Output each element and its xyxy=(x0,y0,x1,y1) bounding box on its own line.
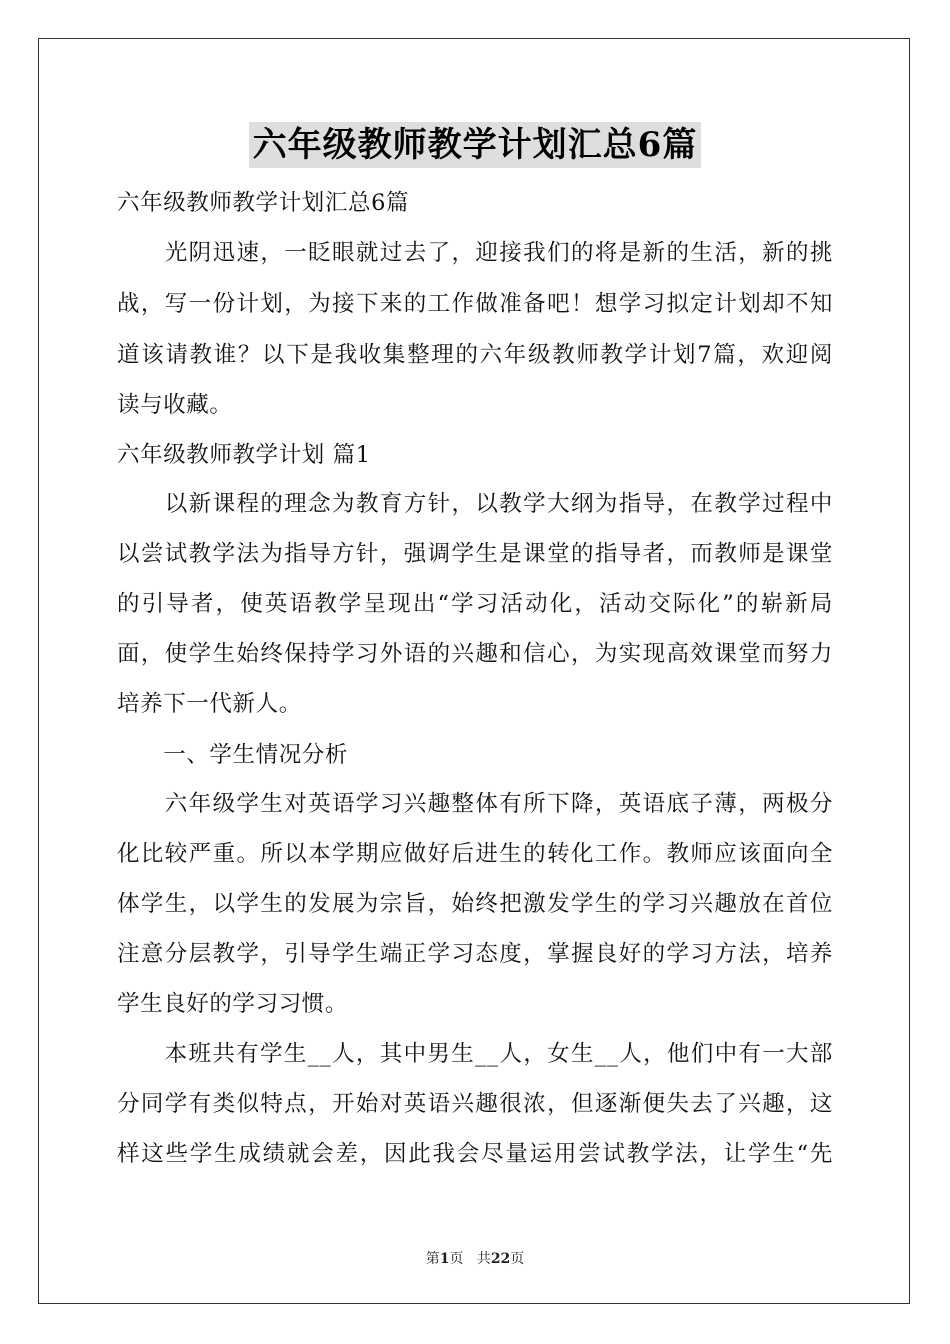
text-line-subtitle: 六年级教师教学计划汇总6篇 xyxy=(117,190,410,216)
footer-total-suffix: 页 xyxy=(510,1251,525,1267)
text-line: 学生良好的学习习惯。 xyxy=(117,991,349,1017)
text-line: 化比较严重。所以本学期应做好后进生的转化工作。教师应该面向全 xyxy=(117,841,833,867)
page-footer xyxy=(0,1248,950,1268)
text-line: 以新课程的理念为教育方针，以教学大纲为指导，在教学过程中 xyxy=(117,491,833,517)
footer-total-prefix: 共 xyxy=(476,1251,491,1267)
text-line: 体学生，以学生的发展为宗旨，始终把激发学生的学习兴趣放在首位 xyxy=(117,891,833,917)
text-line: 道该请教谁？以下是我收集整理的六年级教师教学计划7篇，欢迎阅 xyxy=(117,342,833,368)
text-line: 本班共有学生__人，其中男生__人，女生__人，他们中有一大部 xyxy=(117,1041,833,1067)
text-line: 面，使学生始终保持学习外语的兴趣和信心，为实现高效课堂而努力 xyxy=(117,641,833,667)
footer-page-prefix: 第 xyxy=(425,1251,440,1267)
footer-total-pages: 22 xyxy=(490,1251,511,1267)
text-line: 战，写一份计划，为接下来的工作做准备吧！想学习拟定计划却不知 xyxy=(117,291,833,317)
footer-page-number: 1 xyxy=(439,1251,450,1267)
text-line: 光阴迅速，一眨眼就过去了，迎接我们的将是新的生活，新的挑 xyxy=(117,240,833,266)
document-title-text: 六年级教师教学计划汇总6篇 xyxy=(249,122,702,168)
text-line: 样这些学生成绩就会差，因此我会尽量运用尝试教学法，让学生“先 xyxy=(117,1141,833,1167)
footer-page-suffix: 页 xyxy=(449,1251,464,1267)
section-heading: 六年级教师教学计划 篇1 xyxy=(117,442,371,468)
text-line: 分同学有类似特点，开始对英语兴趣很浓，但逐渐便失去了兴趣，这 xyxy=(117,1091,833,1117)
text-line: 以尝试教学法为指导方针，强调学生是课堂的指导者，而教师是课堂 xyxy=(117,541,833,567)
text-line: 六年级学生对英语学习兴趣整体有所下降，英语底子薄，两极分 xyxy=(117,791,833,817)
text-line: 注意分层教学，引导学生端正学习态度，掌握良好的学习方法，培养 xyxy=(117,941,833,967)
subsection-heading: 一、学生情况分析 xyxy=(117,742,349,768)
text-line: 的引导者，使英语教学呈现出“学习活动化，活动交际化”的崭新局 xyxy=(117,591,833,617)
text-line: 培养下一代新人。 xyxy=(117,691,302,717)
document-title xyxy=(0,122,950,168)
text-line: 读与收藏。 xyxy=(117,392,233,418)
